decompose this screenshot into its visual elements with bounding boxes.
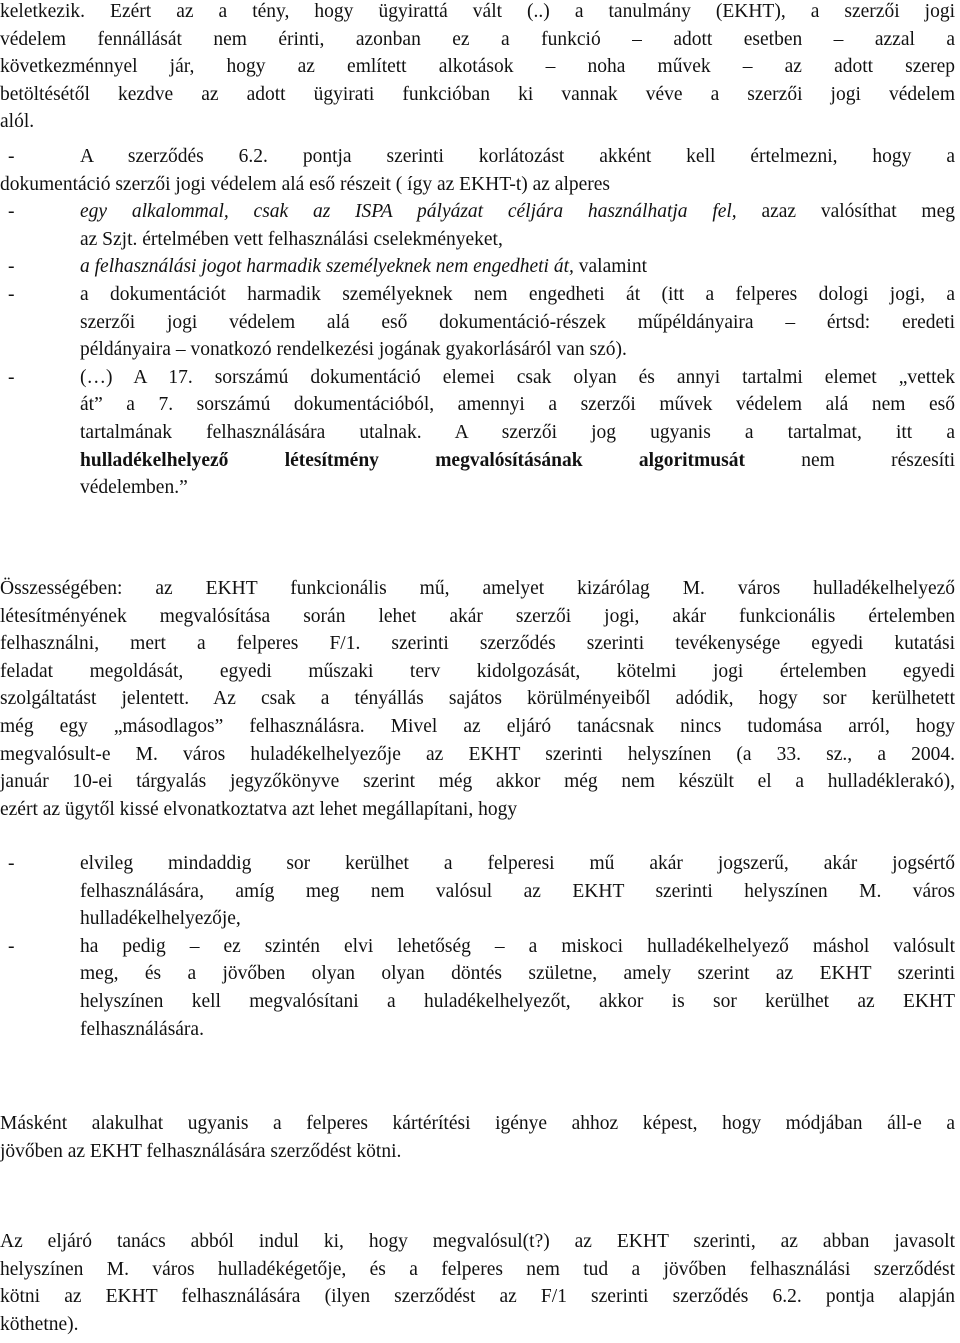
- paragraph-intro: [0, 0, 955, 136]
- text-line: [80, 253, 955, 281]
- text-line: dokumentáció szerzői jogi védelem alá eső részeit ( így az EKHT-t) az alperes: [0, 173, 611, 195]
- text-line: betöltésétől kezdve az adott ügyirati funkcióban ki vannak véve a szerzői jogi védelem: [0, 83, 955, 105]
- text-line: védelemben.”: [80, 477, 188, 499]
- text-line: a dokumentációt harmadik személyeknek nem engedheti át (itt a felperes dologi jogi, a: [80, 283, 955, 305]
- text-line: megvalósult-e M. város huladékelhelyezője az EKHT szerinti helyszínen (a 33. sz., a 2004.: [0, 743, 955, 765]
- text-line: helyszínen kell megvalósítani a huladékelhelyezőt, akkor is sor kerülhet az EKHT: [80, 990, 955, 1012]
- dash-marker: -: [8, 283, 15, 305]
- text-line: ezért az ügytől kissé elvonatkoztatva azt lehet megállapítani, hogy: [0, 798, 518, 820]
- text-line: jövőben az EKHT felhasználására szerződést kötni.: [0, 1140, 402, 1162]
- dash-marker: -: [8, 256, 15, 278]
- text-line: január 10-ei tárgyalás jegyzőkönyve szerint még akkor még nem készült el a hulladéklerakó),: [0, 771, 955, 793]
- text-line: védelem fennállását nem érinti, azonban ez a funkció – adott esetben – azzal a: [0, 28, 955, 50]
- dash-marker: -: [8, 366, 15, 388]
- text-line: [80, 198, 955, 226]
- text-line: felhasználni, mert a felperes F/1. szerinti szerződés szerinti tevékenysége egyedi kutatási: [0, 633, 955, 655]
- text-span: valamint: [573, 256, 647, 278]
- text-line: hulladékelhelyezője,: [80, 908, 241, 930]
- text-line: alól.: [0, 111, 35, 133]
- list-item: [0, 143, 955, 198]
- text-line: meg, és a jövőben olyan olyan döntés születne, amely szerint az EKHT szerinti: [80, 963, 955, 985]
- text-line: helyszínen M. város hulladékégetője, és a felperes nem tud a jövőben felhasználási szerződést: [0, 1258, 955, 1280]
- bullet-list-contract: [0, 143, 955, 502]
- list-item: [0, 253, 955, 281]
- text-line: az Szjt. értelmében vett felhasználási cselekményeket,: [80, 228, 503, 250]
- text-line: feladat megoldását, egyedi műszaki terv kidolgozását, kötelmi jogi értelemben egyedi: [0, 660, 955, 682]
- text-span: nem részesíti: [744, 449, 955, 471]
- text-line: kötni az EKHT felhasználására (ilyen szerződést az F/1 szerinti szerződés 6.2. pontja alapján: [0, 1286, 955, 1308]
- text-span: azaz valósíthat meg: [736, 201, 955, 223]
- list-item: [0, 933, 955, 1043]
- list-item: [0, 364, 955, 502]
- text-line: felhasználására, amíg meg nem valósul az EKHT szerinti helyszínen M. város: [80, 880, 955, 902]
- list-item: [0, 198, 955, 253]
- text-line: szolgáltatást jelentett. Az csak a tényállás sajátos körülményeiből adódik, hogy sor kerülhetett: [0, 688, 955, 710]
- italic-text: egy alkalommal, csak az ISPA pályázat céljára használhatja fel,: [80, 201, 737, 223]
- text-line: Összességében: az EKHT funkcionális mű, amelyet kizárólag M. város hulladékelhelyező: [0, 578, 955, 599]
- text-line: Az eljáró tanács abból indul ki, hogy megvalósul(t?) az EKHT szerinti, az abban javasolt: [0, 1231, 955, 1252]
- text-line: [80, 447, 955, 475]
- list-item: [0, 850, 955, 933]
- text-line: elvileg mindaddig sor kerülhet a felperesi mű akár jogszerű, akár jogsértő: [80, 853, 955, 874]
- text-line: példányaira – vonatkozó rendelkezési jogának gyakorlásáról van szó).: [80, 339, 627, 361]
- bullet-list-conclusions: [0, 850, 955, 1043]
- text-line: Másként alakulhat ugyanis a felperes kártérítési igénye ahhoz képest, hogy módjában áll-e a: [0, 1113, 955, 1134]
- text-line: keletkezik. Ezért az a tény, hogy ügyirattá vált (..) a tanulmány (EKHT), a szerzői jogi: [0, 1, 955, 22]
- text-line: még egy „másodlagos” felhasználásra. Mivel az eljáró tanácsnak nincs tudomása arról, hogy: [0, 715, 955, 737]
- text-line: köthetne).: [0, 1313, 79, 1335]
- dash-marker: -: [8, 853, 15, 874]
- dash-marker: -: [8, 146, 15, 167]
- paragraph-assumption: [0, 1228, 955, 1338]
- text-line: A szerződés 6.2. pontja szerinti korlátozást akként kell értelmezni, hogy a: [80, 146, 955, 167]
- italic-text: a felhasználási jogot harmadik személyeknek nem engedheti át,: [80, 256, 574, 278]
- dash-marker: -: [8, 201, 15, 223]
- text-line: tartalmának felhasználására utalnak. A szerzői jog ugyanis a tartalmat, itt a: [80, 421, 955, 443]
- text-line: ha pedig – ez szintén elvi lehetőség – a miskoci hulladékelhelyező máshol valósult: [80, 935, 955, 957]
- text-line: (…) A 17. sorszámú dokumentáció elemei csak olyan és annyi tartalmi elemet „vettek: [80, 366, 955, 388]
- paragraph-summary: [0, 575, 955, 823]
- text-line: létesítményének megvalósítása során lehet akár szerzői jogi, akár funkcionális értelemben: [0, 605, 955, 627]
- text-line: következménnyel jár, hogy az említett alkotások – noha művek – az adott szerep: [0, 56, 955, 78]
- text-line: szerzői jogi védelem alá eső dokumentáció-részek műpéldányaira – értsd: eredeti: [80, 311, 955, 333]
- dash-marker: -: [8, 935, 15, 957]
- text-line: felhasználására.: [80, 1018, 204, 1040]
- text-line: át” a 7. sorszámú dokumentációból, amennyi a szerzői művek védelem alá nem eső: [80, 394, 955, 416]
- list-item: [0, 281, 955, 364]
- paragraph-claim: [0, 1110, 955, 1165]
- bold-text: hulladékelhelyező létesítmény megvalósításának algoritmusát: [80, 449, 745, 471]
